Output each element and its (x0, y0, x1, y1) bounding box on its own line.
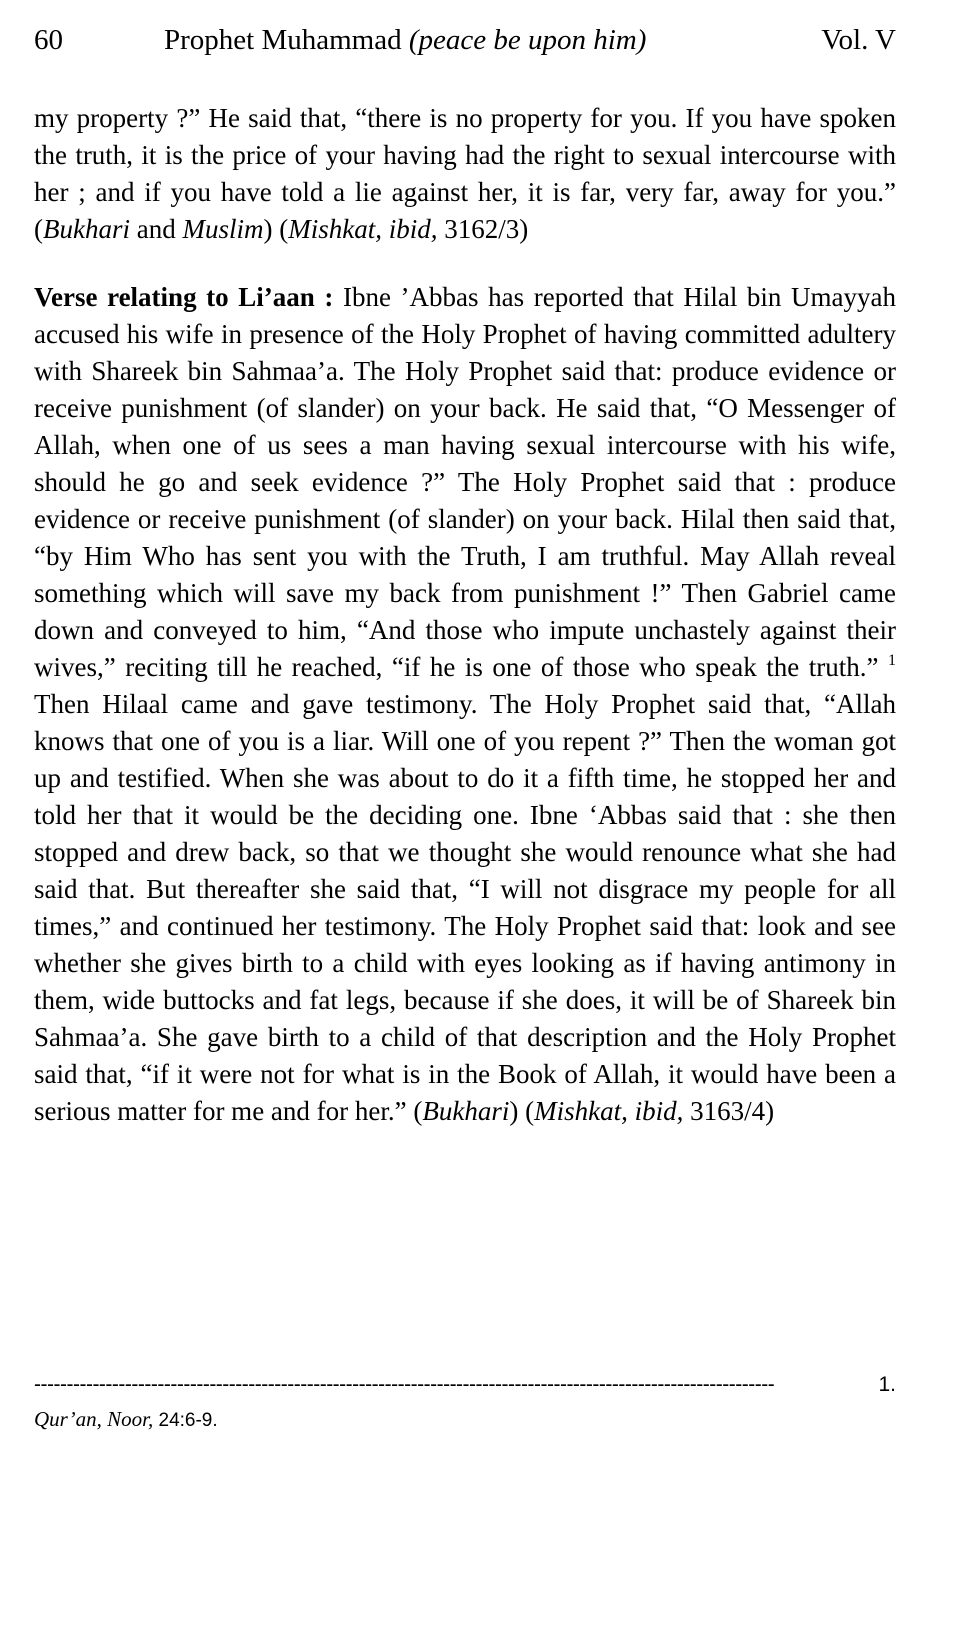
citation-italic: Bukhari (43, 214, 130, 244)
text-run: 3163/4) (683, 1096, 775, 1126)
paragraph-2 (34, 279, 896, 1130)
citation-italic: Muslim (182, 214, 264, 244)
text-run: 3162/3) (437, 214, 529, 244)
page-number: 60 (34, 24, 63, 56)
paragraph-1 (34, 100, 896, 248)
running-header (34, 20, 896, 60)
footnote-reference[interactable]: 1 (888, 652, 896, 669)
footnote-separator (34, 1370, 896, 1400)
citation-italic: Mishkat, ibid, (288, 214, 438, 244)
body-text (34, 100, 896, 1130)
footnote-source: Qur’an, Noor, (34, 1407, 154, 1431)
text-run: Then Hilaal came and gave testimony. The Holy Prophet said that, “Allah knows that one of you is a liar. Will one of you repent ?” Then the woman got up and testified. When she was about to do it a fifth time, he stopped her and told her that it would be the deciding one. Ibne ‘Abbas said that : she then stopped and drew back, so that we thought she would renounce what she had said that. But thereafter she said that, “I will not disgrace my people for all times,” and continued her testimony. The Holy Prophet said that: look and see whether she gives birth to a child with eyes looking as if having antimony in them, wide buttocks and fat legs, because if she does, it will be of Shareek bin Sahmaa’a. She gave birth to a child of that description and the Holy Prophet said that, “if it were not for what is in the Book of Allah, it would have been a serious matter for me and for her.” ( (34, 689, 896, 1126)
text-run: and (130, 214, 183, 244)
volume-label: Vol. V (821, 24, 896, 56)
section-heading: Verse relating to Li’aan : (34, 282, 334, 312)
dashed-rule: ------------------------------------------------------------------------------------------------------------------ (34, 1373, 775, 1396)
citation-italic: Bukhari (422, 1096, 510, 1126)
footnote-verse-reference: 24:6-9. (153, 1410, 218, 1431)
book-title (164, 20, 646, 60)
citation-italic: Mishkat, ibid, (534, 1096, 684, 1126)
footnote-text (34, 1405, 896, 1435)
text-run: ) ( (509, 1096, 535, 1126)
text-run: Ibne ’Abbas has reported that Hilal bin Umayyah accused his wife in presence of the Holy Prophet of having committed adultery with Shareek bin Sahmaa’a. The Holy Prophet said that: produce evidence or receive punishment (of slander) on your back. He said that, “O Messenger of Allah, when one of us sees a man having sexual intercourse with his wife, should he go and seek evidence ?” The Holy Prophet said that : produce evidence or receive punishment (of slander) on your back. Hilal then said that, “by Him Who has sent you with the Truth, I am truthful. May Allah reveal something which will save my back from punishment !” Then Gabriel came down and conveyed to him, “And those who impute unchastely against their wives,” reciting till he reached, “if he is one of those who speak the truth.” (34, 282, 896, 682)
text-run: my property ?” He said that, “there is no property for you. If you have spoken the truth, it is the price of your having had the right to sexual intercourse with her ; and if you have told a lie against her, it is far, very far, away for you.” ( (34, 103, 896, 244)
footnote-number: 1. (878, 1373, 896, 1396)
text-run: ) ( (263, 214, 289, 244)
book-title-honorific: (peace be upon him) (408, 24, 647, 56)
book-title-text: Prophet Muhammad (164, 24, 402, 56)
